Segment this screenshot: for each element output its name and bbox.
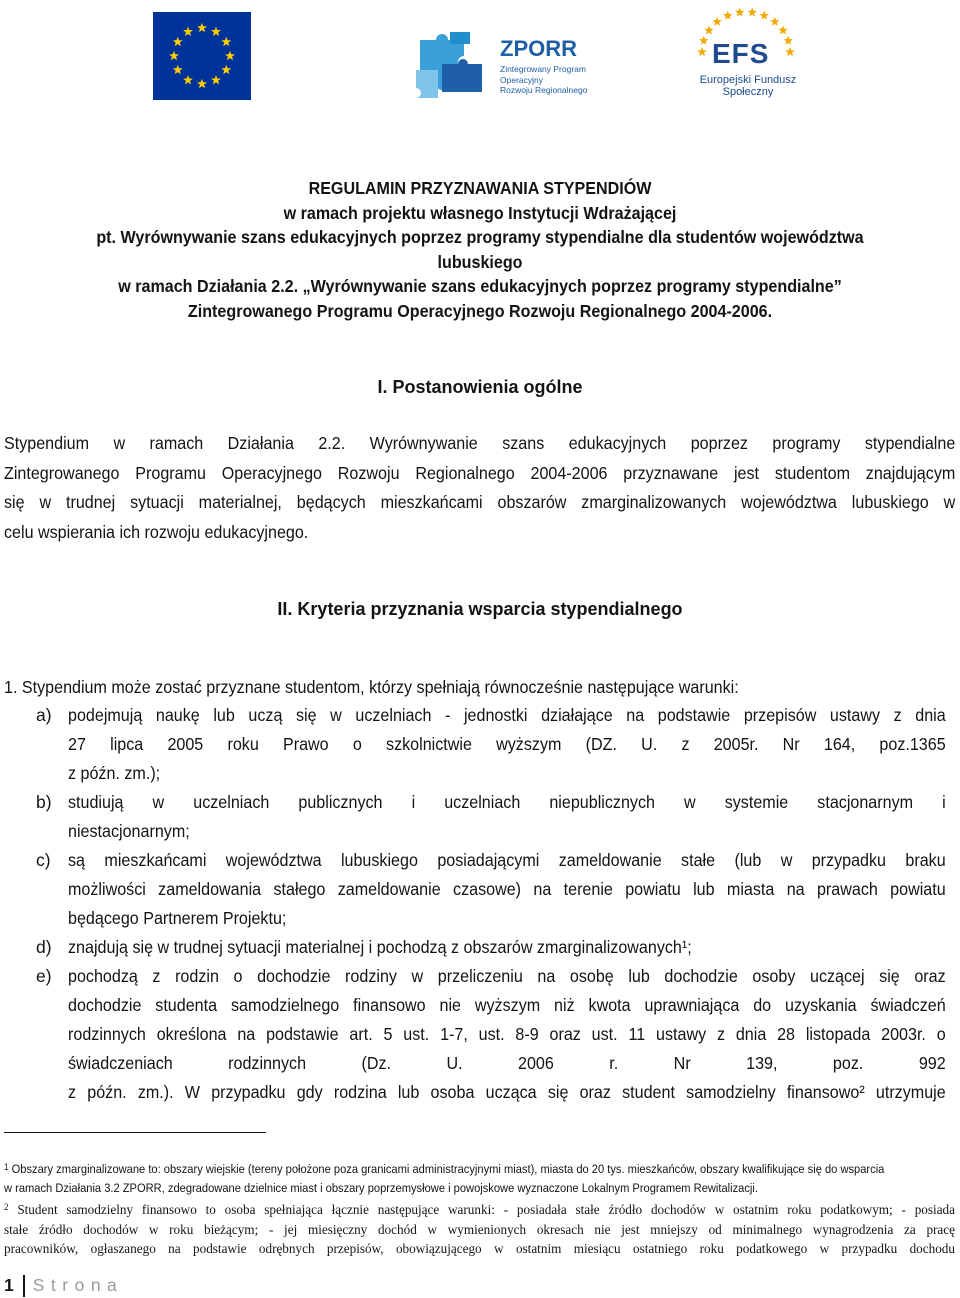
footnote-2 xyxy=(4,1200,955,1259)
efs-logo-text: EFS xyxy=(712,38,770,69)
efs-star xyxy=(712,17,722,26)
efs-star xyxy=(783,36,793,45)
footnote-1-line xyxy=(4,1160,954,1179)
item-line: dochodzie studenta samodzielnego finansowo nie wyższym niż kwota uprawniająca do uzyskania świadczeń xyxy=(68,995,946,1015)
page-number: 1 xyxy=(4,1275,14,1295)
title-line-3: pt. Wyrównywanie szans edukacyjnych poprzez programy stypendialne dla studentów województwa xyxy=(96,227,864,247)
efs-star xyxy=(704,25,714,34)
item-line: studiują w uczelniach publicznych i uczelniach niepublicznych w systemie stacjonarnym i xyxy=(68,792,946,812)
efs-star xyxy=(748,7,758,16)
footnote-2-line: stałe źródło dochodów w roku bieżącym; - jej miesięczny dochód w wymienionych okresach nie jest mniejszy od minimalnego wynagrodzenia za pracę xyxy=(4,1221,955,1237)
footnote-1-line: w ramach Działania 3.2 ZPORR, zdegradowane dzielnice miast i obszary poprzemysłowe i powojskowe wyznaczone Lokalnym Programem Rewitalizacji. xyxy=(4,1181,758,1195)
section-1-heading: I. Postanowienia ogólne xyxy=(377,377,583,397)
document-title xyxy=(38,176,921,323)
efs-star xyxy=(697,47,707,56)
efs-star xyxy=(778,25,788,34)
item-line: niestacjonarnym; xyxy=(68,821,190,841)
title-line-1: REGULAMIN PRZYZNAWANIA STYPENDIÓW xyxy=(308,178,652,198)
efs-logo xyxy=(672,0,820,104)
footnote-2-line xyxy=(4,1200,955,1220)
footnote-2-line: pracowników, ogłaszanego na podstawie odrębnych przepisów, obowiązującego w ostatnim miesiącu ostatniego roku podatkowego w przypadku dochodu xyxy=(4,1241,955,1256)
efs-star xyxy=(770,17,780,26)
criteria-lead: 1. Stypendium może zostać przyznane studentom, którzy spełniają równocześnie następujące warunki: xyxy=(4,677,739,697)
eu-flag-logo xyxy=(153,12,251,100)
zporr-logo-subtitle xyxy=(500,64,587,96)
item-line: podejmują naukę lub uczą się w uczelniach - jednostki działające na podstawie przepisów ustawy z dnia xyxy=(68,705,946,725)
efs-star xyxy=(785,47,795,56)
efs-logo-subtitle: Europejski Fundusz Społeczny xyxy=(699,74,797,98)
footnote-1-number: 1 xyxy=(4,1162,9,1172)
section-1-paragraph xyxy=(4,429,955,547)
footnote-divider xyxy=(4,1132,266,1133)
title-line-6: Zintegrowanego Programu Operacyjnego Rozwoju Regionalnego 2004-2006. xyxy=(187,300,773,321)
item-marker: e) xyxy=(36,966,52,986)
item-marker: c) xyxy=(36,850,51,870)
item-line: z późn. zm.). W przypadku gdy rodzina lub osoba ucząca się oraz student samodzielny finansowo² utrzymuje xyxy=(68,1082,946,1102)
zporr-logo xyxy=(404,12,588,116)
footnote-1 xyxy=(4,1160,954,1198)
zporr-sub2: Operacyjny xyxy=(500,74,543,85)
item-line: pochodzą z rodzin o dochodzie rodziny w przeliczeniu na osobę lub dochodzie osoby uczącej się oraz xyxy=(68,966,946,986)
item-marker: a) xyxy=(36,705,52,725)
section-2-heading: II. Kryteria przyznania wsparcia stypendialnego xyxy=(277,599,683,619)
item-line: znajdują się w trudnej sytuacji materialnej i pochodzą z obszarów zmarginalizowanych¹; xyxy=(68,937,692,957)
item-line: rodzinnych określona na podstawie art. 5 ust. 1-7, ust. 8-9 oraz ust. 11 ustawy z dnia 28 listopada 2003r. o xyxy=(68,1024,946,1044)
title-line-5: w ramach Działania 2.2. „Wyrównywanie szans edukacyjnych poprzez programy stypendialne” xyxy=(118,276,842,296)
efs-star xyxy=(699,36,709,45)
footnote-2-number: 2 xyxy=(4,1202,9,1212)
zporr-sub3: Rozwoju Regionalnego xyxy=(500,85,588,95)
eu-stars-icon xyxy=(153,12,251,100)
title-line-4: lubuskiego xyxy=(437,251,523,272)
zporr-sub1: Zintegrowany Program xyxy=(500,64,586,74)
item-line: z późn. zm.); xyxy=(68,763,161,783)
footnote-1-text: Obszary zmarginalizowane to: obszary wiejskie (tereny położone poza granicami administracyjnymi miast), miasta do 20 tys. mieszkańców, obszary kwalifikujące się do wsparcia xyxy=(11,1162,885,1176)
paragraph-line: się w trudnej sytuacji materialnej, będących mieszkańcami obszarów zmarginalizowanych województwa lubuskiego w xyxy=(4,492,956,512)
page-footer xyxy=(4,1272,123,1298)
title-line-2: w ramach projektu własnego Instytucji Wdrażającej xyxy=(283,202,677,223)
item-line: 27 lipca 2005 roku Prawo o szkolnictwie wyższym (DZ. U. z 2005r. Nr 164, poz.1365 xyxy=(68,734,946,754)
page-footer-divider xyxy=(23,1275,25,1297)
paragraph-line: celu wspierania ich rozwoju edukacyjnego. xyxy=(4,521,309,542)
paragraph-line: Zintegrowanego Programu Operacyjnego Rozwoju Regionalnego 2004-2006 przyznawane jest studentom znajdującym xyxy=(4,462,956,483)
efs-star xyxy=(723,11,733,20)
item-marker: d) xyxy=(36,937,52,957)
paragraph-line: Stypendium w ramach Działania 2.2. Wyrównywanie szans edukacyjnych poprzez programy stypendialne xyxy=(4,433,956,453)
page-word: Strona xyxy=(32,1275,124,1295)
item-line: świadczeniach rodzinnych (Dz. U. 2006 r. Nr 139, poz. 992 xyxy=(68,1053,946,1073)
footnote-2-text: Student samodzielny finansowo to osoba spełniająca łącznie następujące warunki: - posiadała stałe źródło dochodów w ostatnim roku podatkowym; - posiada xyxy=(17,1202,955,1217)
efs-star xyxy=(735,7,745,16)
item-marker: b) xyxy=(36,792,52,812)
item-line: możliwości zameldowania stałego zameldowanie czasowe) na terenie powiatu lub miasta na prawach powiatu xyxy=(68,879,946,899)
item-line: są mieszkańcami województwa lubuskiego posiadającymi zameldowanie stałe (lub w przypadku braku xyxy=(68,850,946,870)
zporr-logo-text: ZPORR xyxy=(500,36,577,61)
efs-star xyxy=(760,11,770,20)
item-line: będącego Partnerem Projektu; xyxy=(68,908,287,928)
